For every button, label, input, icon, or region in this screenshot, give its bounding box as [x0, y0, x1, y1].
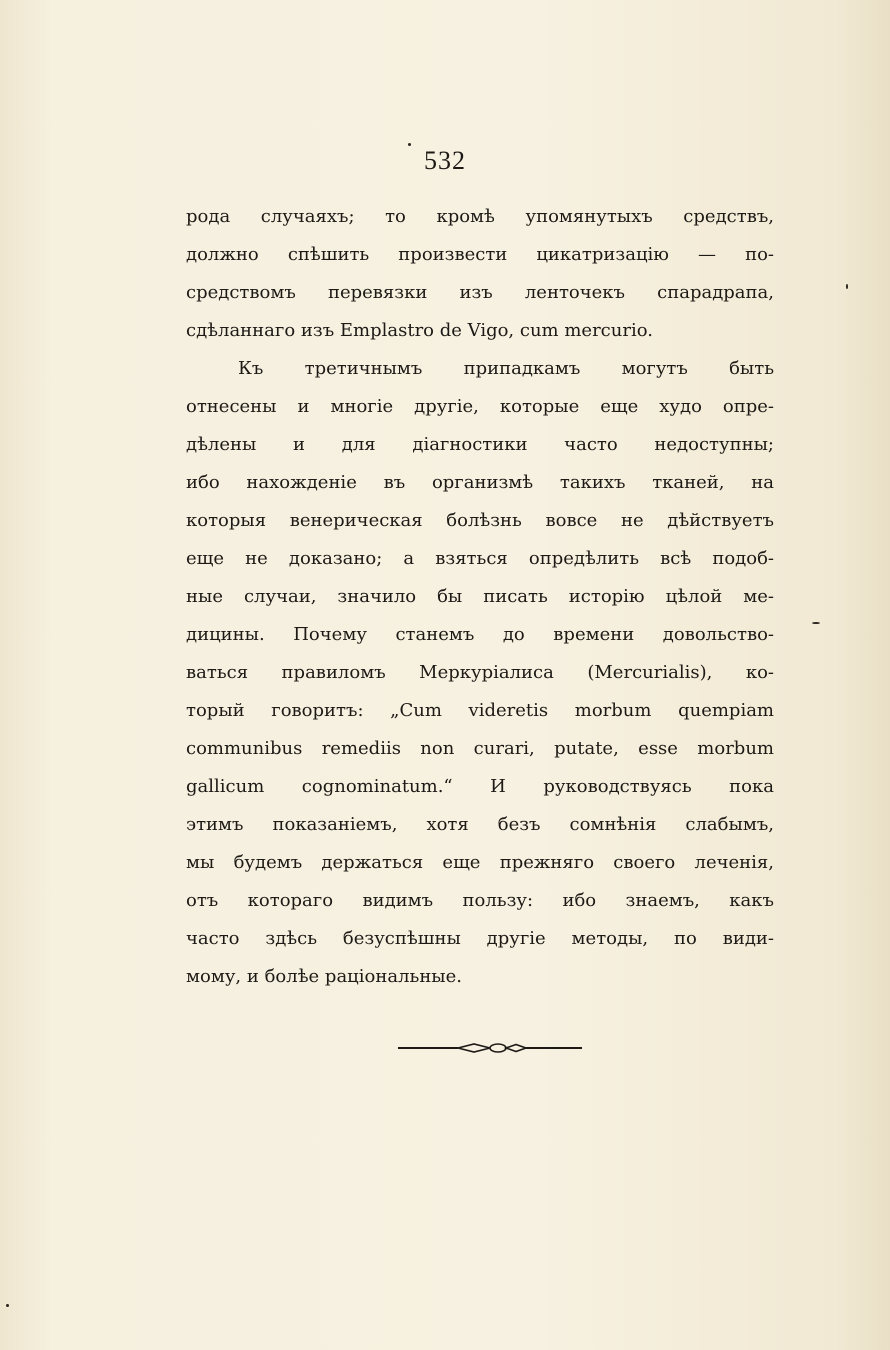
text-line: рода случаяхъ; то кромѣ упомянутыхъ средствъ, [186, 206, 774, 227]
text-line: дицины. Почему станемъ до времени довольство- [186, 624, 774, 645]
text-line: ные случаи, значило бы писать исторію цѣлой ме- [186, 586, 774, 607]
text-line: communibus remediis non curari, putate, esse morbum [186, 738, 774, 759]
paper-speck [846, 284, 848, 289]
paragraph-start-line: Къ третичнымъ припадкамъ могутъ быть [238, 358, 774, 379]
text-line: часто здѣсь безуспѣшны другіе методы, по види- [186, 928, 774, 949]
text-line: должно спѣшить произвести цикатризацію — по- [186, 244, 774, 265]
text-line: gallicum cognominatum.“ И руководствуясь пока [186, 776, 774, 797]
text-line: ибо нахожденіе въ организмѣ такихъ тканей, на [186, 472, 774, 493]
text-line: мы будемъ держаться еще прежняго своего леченія, [186, 852, 774, 873]
text-line: торый говоритъ: „Cum videretis morbum quempiam [186, 700, 774, 721]
text-line: дѣлены и для діагностики часто недоступны; [186, 434, 774, 455]
paper-speck [812, 622, 820, 624]
text-line: этимъ показаніемъ, хотя безъ сомнѣнія слабымъ, [186, 814, 774, 835]
body-text [186, 198, 774, 996]
text-line: отнесены и многіе другіе, которые еще худо опре- [186, 396, 774, 417]
text-line: ваться правиломъ Меркуріалиса (Mercurialis), ко- [186, 662, 774, 683]
paper-speck [6, 1304, 9, 1307]
text-line: сдѣланнаго изъ Emplastro de Vigo, cum mercurio. [186, 320, 653, 341]
paper-speck [408, 143, 411, 146]
text-line: еще не доказано; а взяться опредѣлить всѣ подоб- [186, 548, 774, 569]
text-line: отъ котораго видимъ пользу: ибо знаемъ, какъ [186, 890, 774, 911]
ornamental-divider [398, 1041, 582, 1055]
text-line: мому, и болѣе раціональные. [186, 966, 463, 987]
text-line: которыя венерическая болѣзнь вовсе не дѣйствуетъ [186, 510, 774, 531]
page-number: 532 [424, 146, 466, 175]
text-line: средствомъ перевязки изъ ленточекъ спарадрапа, [186, 282, 774, 303]
